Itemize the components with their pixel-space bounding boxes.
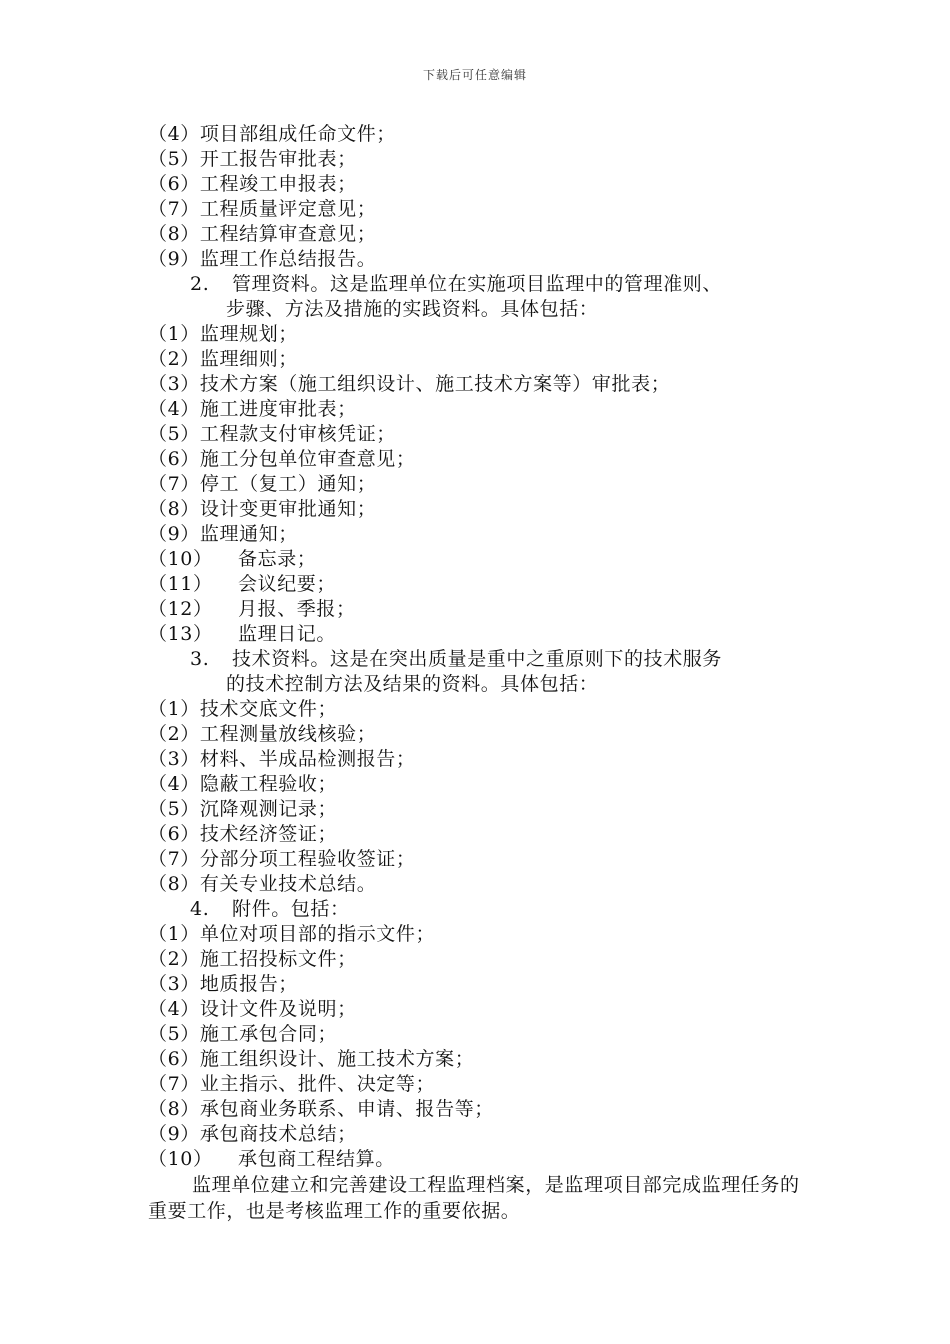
list-item-number: （5） — [148, 423, 200, 445]
list-item-text: 隐蔽工程验收； — [199, 773, 338, 795]
list-item-text: 沉降观测记录； — [199, 798, 338, 820]
list-item-text: 施工进度审批表； — [199, 398, 357, 420]
list-item-number: （13） — [148, 623, 213, 645]
list-item-text: 施工招投标文件； — [199, 948, 357, 970]
list-item — [148, 972, 818, 997]
list-item-text: 承包商业务联系、申请、报告等； — [199, 1098, 494, 1120]
list-item-number: （1） — [148, 923, 200, 945]
list-item-text: 监理工作总结报告。 — [199, 248, 377, 270]
list-item — [148, 1022, 818, 1047]
list-item — [148, 1047, 818, 1072]
list-item-number: （2） — [148, 348, 200, 370]
list-item-number: （11） — [148, 573, 213, 595]
list-item — [148, 397, 818, 422]
document-body — [148, 122, 818, 1224]
list-item — [148, 347, 818, 372]
list-item-text: 工程竣工申报表； — [199, 173, 357, 195]
list-item — [148, 197, 818, 222]
list-item-number: （7） — [148, 198, 200, 220]
list-item — [148, 997, 818, 1022]
list-item-number: （8） — [148, 498, 200, 520]
list-item — [148, 747, 818, 772]
list-item-number: （4） — [148, 998, 200, 1020]
list-item-number: （5） — [148, 148, 200, 170]
section-text: 附件。包括： — [232, 898, 350, 920]
list-item — [148, 622, 818, 647]
list-item-number: （4） — [148, 398, 200, 420]
list-item — [148, 372, 818, 397]
section-number: 4. — [190, 898, 210, 920]
list-item-text: 地质报告； — [199, 973, 298, 995]
list-item — [148, 1072, 818, 1097]
section-number: 3. — [190, 648, 210, 670]
list-item-number: （7） — [148, 848, 200, 870]
list-item-text: 项目部组成任命文件； — [199, 123, 396, 145]
list-item — [148, 597, 818, 622]
list-item — [148, 822, 818, 847]
list-item-number: （9） — [148, 1123, 200, 1145]
list-item-text: 工程质量评定意见； — [199, 198, 377, 220]
list-item-text: 工程结算审查意见； — [199, 223, 377, 245]
list-item-text: 承包商工程结算。 — [238, 1148, 395, 1170]
list-item-text: 停工（复工）通知； — [199, 473, 377, 495]
list-item-text: 材料、半成品检测报告； — [199, 748, 416, 770]
list-item-text: 会议纪要； — [238, 573, 337, 595]
section-heading — [148, 272, 818, 322]
list-item-text: 承包商技术总结； — [199, 1123, 357, 1145]
list-item-number: （5） — [148, 1023, 200, 1045]
list-item — [148, 547, 818, 572]
list-item — [148, 222, 818, 247]
list-item-number: （6） — [148, 448, 200, 470]
list-item — [148, 847, 818, 872]
list-item — [148, 472, 818, 497]
list-item-number: （5） — [148, 798, 200, 820]
list-item-number: （10） — [148, 548, 213, 570]
list-item-number: （12） — [148, 598, 213, 620]
list-item — [148, 947, 818, 972]
list-item — [148, 1097, 818, 1122]
list-item — [148, 1147, 818, 1172]
list-item-text: 监理通知； — [199, 523, 298, 545]
list-item-number: （9） — [148, 248, 200, 270]
section-continuation: 的技术控制方法及结果的资料。具体包括： — [226, 673, 599, 695]
list-item-number: （4） — [148, 773, 200, 795]
list-item — [148, 422, 818, 447]
list-item-number: （7） — [148, 1073, 200, 1095]
section-text: 管理资料。这是监理单位在实施项目监理中的管理准则、 — [232, 273, 723, 295]
list-item-number: （3） — [148, 373, 200, 395]
list-item-text: 施工承包合同； — [199, 1023, 338, 1045]
list-item-number: （2） — [148, 723, 200, 745]
section-number: 2. — [190, 273, 210, 295]
section-continuation: 步骤、方法及措施的实践资料。具体包括： — [226, 298, 599, 320]
list-item-text: 工程款支付审核凭证； — [199, 423, 396, 445]
list-item-number: （7） — [148, 473, 200, 495]
list-item-text: 监理日记。 — [238, 623, 337, 645]
page-header: 下载后可任意编辑 — [422, 68, 527, 82]
list-item-text: 业主指示、批件、决定等； — [199, 1073, 436, 1095]
list-item — [148, 172, 818, 197]
section-heading — [148, 647, 818, 697]
list-item — [148, 1122, 818, 1147]
list-item — [148, 922, 818, 947]
list-item-number: （6） — [148, 823, 200, 845]
list-item — [148, 572, 818, 597]
list-item-text: 施工分包单位审查意见； — [199, 448, 416, 470]
list-item-text: 施工组织设计、施工技术方案； — [199, 1048, 475, 1070]
list-item-text: 技术经济签证； — [199, 823, 338, 845]
list-item-number: （3） — [148, 748, 200, 770]
list-item-text: 有关专业技术总结。 — [199, 873, 377, 895]
list-item — [148, 447, 818, 472]
list-item — [148, 522, 818, 547]
list-item-number: （10） — [148, 1148, 213, 1170]
list-item-text: 监理规划； — [199, 323, 298, 345]
list-item-text: 单位对项目部的指示文件； — [199, 923, 436, 945]
list-item — [148, 722, 818, 747]
section-heading — [148, 897, 818, 922]
list-item-text: 设计变更审批通知； — [199, 498, 377, 520]
list-item-text: 工程测量放线核验； — [199, 723, 377, 745]
list-item-number: （3） — [148, 973, 200, 995]
list-item-text: 备忘录； — [238, 548, 317, 570]
list-item-number: （8） — [148, 1098, 200, 1120]
list-item-number: （1） — [148, 323, 200, 345]
list-item-number: （6） — [148, 1048, 200, 1070]
list-item — [148, 122, 818, 147]
list-item-text: 开工报告审批表； — [199, 148, 357, 170]
list-item-number: （1） — [148, 698, 200, 720]
list-item — [148, 772, 818, 797]
list-item — [148, 497, 818, 522]
list-item-text: 分部分项工程验收签证； — [199, 848, 416, 870]
list-item — [148, 322, 818, 347]
list-item — [148, 797, 818, 822]
document-lines — [148, 122, 818, 1172]
list-item — [148, 247, 818, 272]
list-item-number: （2） — [148, 948, 200, 970]
closing-paragraph: 监理单位建立和完善建设工程监理档案，是监理项目部完成监理任务的重要工作，也是考核监理工作的重要依据。 — [148, 1174, 800, 1222]
list-item-number: （8） — [148, 223, 200, 245]
list-item — [148, 697, 818, 722]
list-item — [148, 147, 818, 172]
list-item-number: （8） — [148, 873, 200, 895]
list-item-text: 月报、季报； — [238, 598, 356, 620]
list-item-text: 设计文件及说明； — [199, 998, 357, 1020]
list-item-text: 技术交底文件； — [199, 698, 338, 720]
list-item — [148, 872, 818, 897]
list-item-number: （4） — [148, 123, 200, 145]
section-text: 技术资料。这是在突出质量是重中之重原则下的技术服务 — [232, 648, 723, 670]
list-item-number: （6） — [148, 173, 200, 195]
list-item-text: 监理细则； — [199, 348, 298, 370]
list-item-number: （9） — [148, 523, 200, 545]
list-item-text: 技术方案（施工组织设计、施工技术方案等）审批表； — [199, 373, 671, 395]
